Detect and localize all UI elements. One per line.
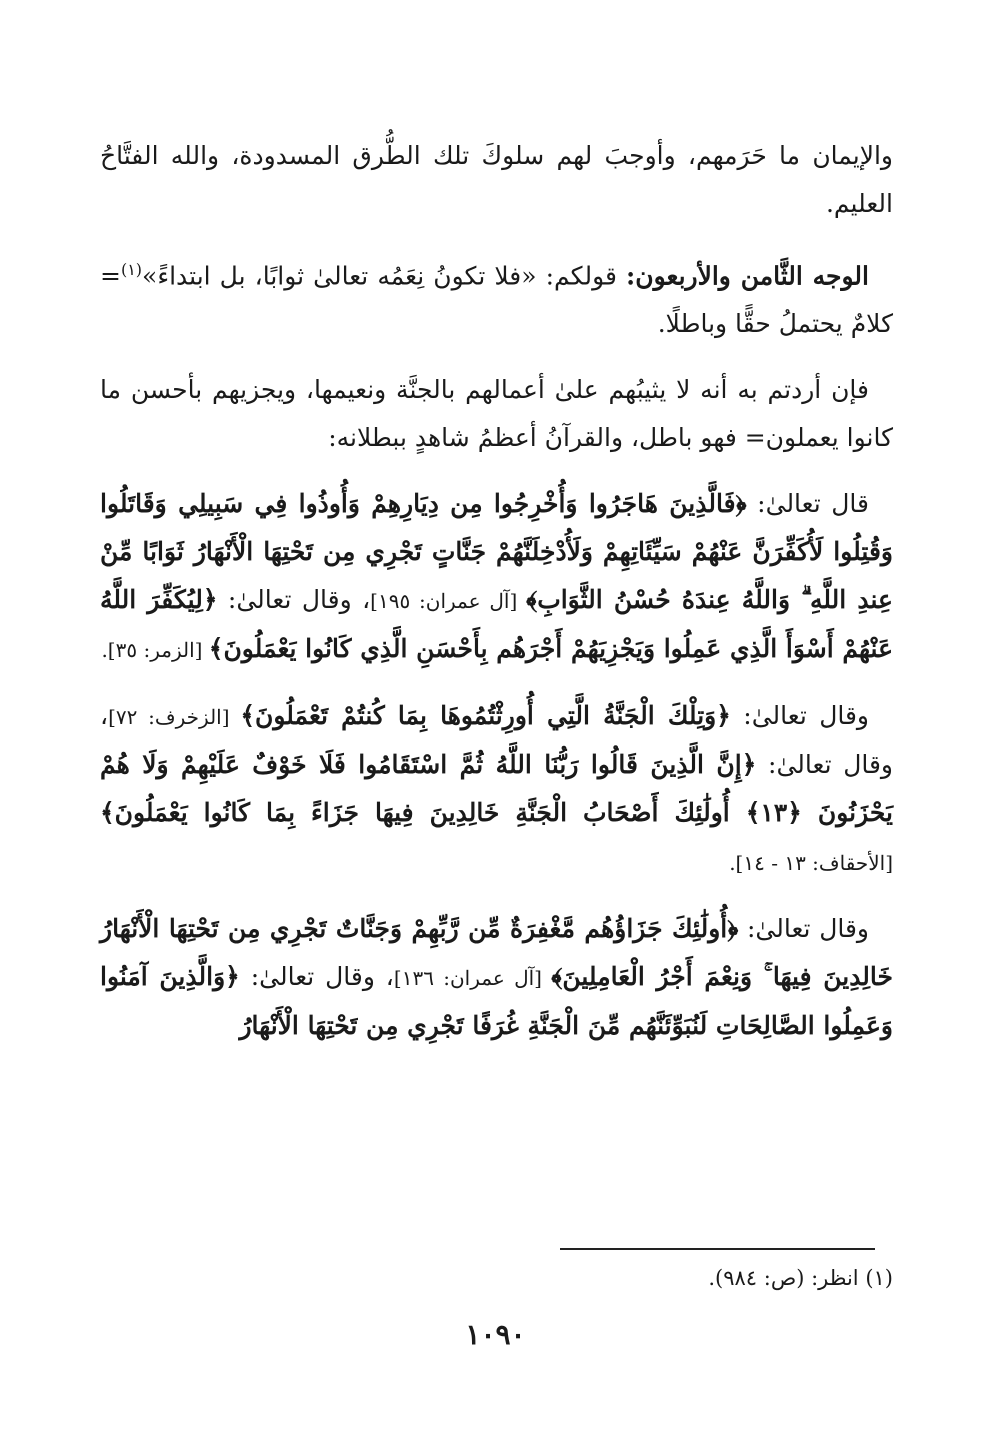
quran-verse-az-zumar-35: ﴿لِيُكَفِّرَ اللَّهُ عَنْهُمْ أَسْوَأَ الَّذِي عَمِلُوا وَيَجْزِيَهُمْ أَجْرَهُم بِأَحْسَنِ الَّذِي كَانُوا يَعْمَلُونَ﴾ bbox=[100, 585, 893, 664]
paragraph-6-intro: وقال تعالىٰ: bbox=[738, 914, 869, 944]
footnote-1 bbox=[100, 1262, 893, 1294]
paragraph-5-intro: وقال تعالىٰ: bbox=[730, 701, 869, 731]
quran-verse-al-ankabut-58: ﴿وَالَّذِينَ آمَنُوا وَعَمِلُوا الصَّالِحَاتِ لَنُبَوِّئَنَّهُم مِّنَ الْجَنَّةِ غُرَفًا تَجْرِي مِن تَحْتِهَا الْأَنْهَارُ bbox=[100, 962, 893, 1041]
paragraph-2-text-b: = كلامٌ يحتملُ حقًّا وباطلًا. bbox=[100, 261, 893, 339]
footnote-1-text: (١) انظر: (ص: ٩٨٤). bbox=[708, 1266, 893, 1290]
verse-reference-al-ahqaf-13-14: [الأحقاف: ١٣ - ١٤]. bbox=[729, 851, 893, 876]
section-heading-48: الوجه الثَّامن والأربعون: bbox=[626, 261, 869, 291]
paragraph-6-mid: ، وقال تعالىٰ: bbox=[239, 962, 394, 992]
paragraph-4 bbox=[100, 480, 893, 674]
quran-verse-al-imran-136: ﴿أُولَٰئِكَ جَزَاؤُهُم مَّغْفِرَةٌ مِّن رَّبِّهِمْ وَجَنَّاتٌ تَجْرِي مِن تَحْتِهَا الْأَنْهَارُ خَالِدِينَ فِيهَا ۚ وَنِعْمَ أَجْرُ الْعَامِلِينَ﴾ bbox=[100, 914, 893, 992]
page-body bbox=[100, 132, 893, 1068]
verse-reference-az-zumar-35: [الزمر: ٣٥]. bbox=[101, 638, 209, 663]
paragraph-5-mid: ، وقال تعالىٰ: bbox=[100, 701, 893, 780]
paragraph-2-text-a: قولكم: «فلا تكونُ نِعَمُه تعالىٰ ثوابًا، بل ابتداءً» bbox=[142, 261, 626, 291]
verse-reference-az-zukhruf-72: [الزخرف: ٧٢] bbox=[108, 705, 241, 730]
quran-verse-al-imran-195: ﴿فَالَّذِينَ هَاجَرُوا وَأُخْرِجُوا مِن دِيَارِهِمْ وَأُوذُوا فِي سَبِيلِي وَقَاتَلُوا وَقُتِلُوا لَأُكَفِّرَنَّ عَنْهُمْ سَيِّئَاتِهِمْ وَلَأُدْخِلَنَّهُمْ جَنَّاتٍ تَجْرِي مِن تَحْتِهَا الْأَنْهَارُ ثَوَابًا مِّنْ عِندِ اللَّهِ ۗ وَاللَّهُ عِندَهُ حُسْنُ الثَّوَابِ﴾ bbox=[100, 489, 893, 615]
paragraph-6 bbox=[100, 905, 893, 1050]
verse-reference-al-imran-195: [آل عمران: ١٩٥] bbox=[370, 589, 527, 614]
paragraph-4-intro: قال تعالىٰ: bbox=[746, 489, 870, 519]
paragraph-1 bbox=[100, 132, 893, 228]
paragraph-4-mid: ، وقال تعالىٰ: bbox=[217, 585, 371, 615]
quran-verse-az-zukhruf-72: ﴿وَتِلْكَ الْجَنَّةُ الَّتِي أُورِثْتُمُوهَا بِمَا كُنتُمْ تَعْمَلُونَ﴾ bbox=[240, 701, 731, 731]
paragraph-5 bbox=[100, 692, 893, 887]
paragraph-3 bbox=[100, 366, 893, 462]
page-number: ١٠٩٠ bbox=[465, 1318, 526, 1351]
footnote-reference[interactable]: (١) bbox=[120, 260, 143, 279]
footnote-divider bbox=[560, 1248, 875, 1250]
paragraph-3-text: فإن أردتم به أنه لا يثيبُهم علىٰ أعمالهم بالجنَّة ونعيمها، ويجزيهم بأحسن ما كانوا يعملون= فهو باطل، والقرآنُ أعظمُ شاهدٍ ببطلانه: bbox=[100, 375, 893, 453]
paragraph-2 bbox=[100, 246, 893, 348]
paragraph-1-text: والإيمان ما حَرَمهم، وأوجبَ لهم سلوكَ تلك الطُّرق المسدودة، والله الفتَّاحُ العليم. bbox=[100, 141, 893, 218]
verse-reference-al-imran-136: [آل عمران: ١٣٦] bbox=[393, 966, 552, 991]
quran-verse-al-ahqaf-13-14: ﴿إِنَّ الَّذِينَ قَالُوا رَبُّنَا اللَّهُ ثُمَّ اسْتَقَامُوا فَلَا خَوْفٌ عَلَيْهِمْ وَلَا هُمْ يَحْزَنُونَ ﴿١٣﴾ أُولَٰئِكَ أَصْحَابُ الْجَنَّةِ خَالِدِينَ فِيهَا جَزَاءً بِمَا كَانُوا يَعْمَلُونَ﴾ bbox=[100, 750, 893, 828]
